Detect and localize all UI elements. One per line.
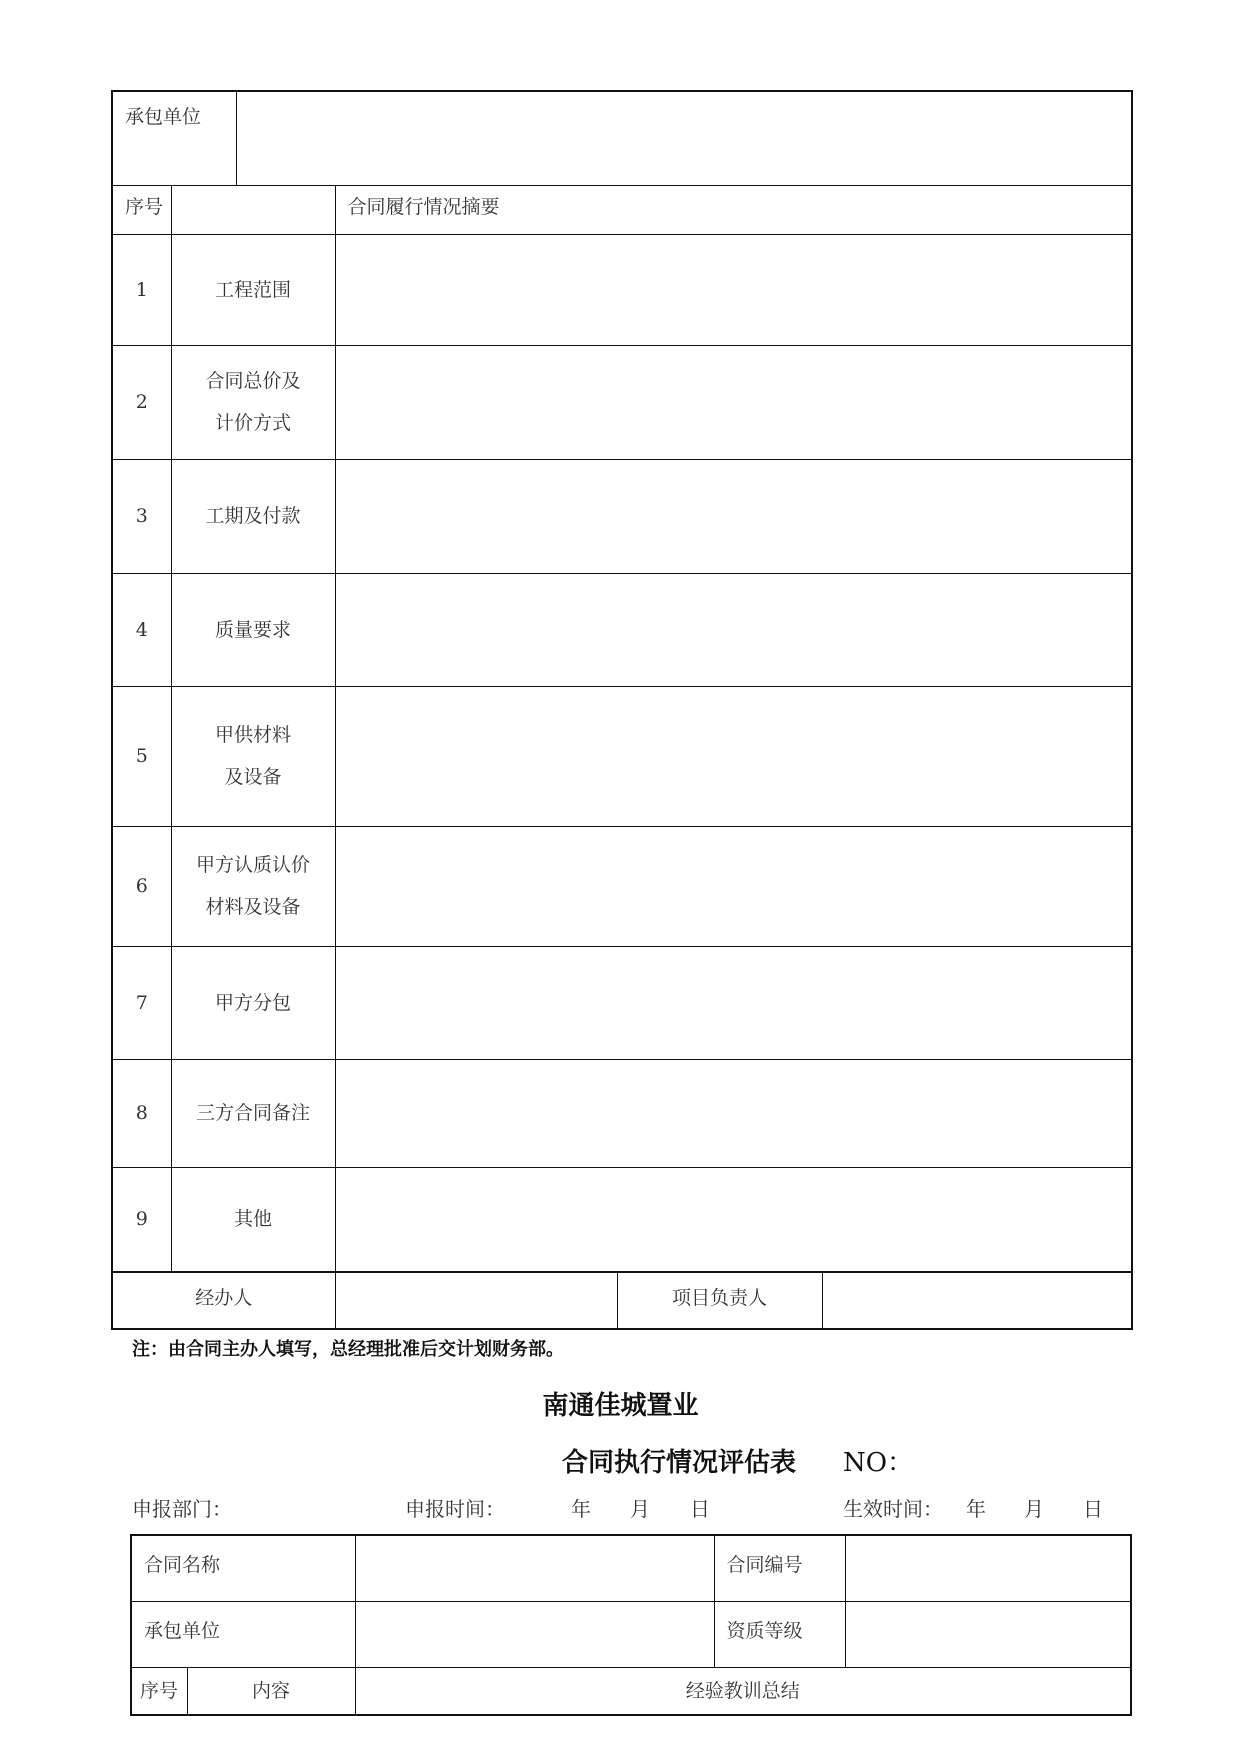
contractor-label: 承包单位 bbox=[112, 91, 236, 185]
seq-header: 序号 bbox=[112, 185, 171, 234]
row-number: 6 bbox=[112, 826, 171, 946]
row-item-label bbox=[171, 234, 335, 345]
row-summary-value[interactable] bbox=[335, 345, 1132, 459]
form-title: 合同执行情况评估表 bbox=[562, 1448, 797, 1478]
item-label-line: 三方合同备注 bbox=[196, 1102, 311, 1124]
qualification-label: 资质等级 bbox=[714, 1601, 845, 1667]
row-item-label bbox=[171, 686, 335, 826]
summary-rows bbox=[112, 234, 1132, 1272]
summary-row bbox=[112, 1167, 1132, 1272]
row-number: 9 bbox=[112, 1167, 171, 1272]
summary-row bbox=[112, 686, 1132, 826]
item-label-line: 工期及付款 bbox=[205, 505, 301, 527]
contractor-row bbox=[112, 91, 1132, 185]
item-label-line: 计价方式 bbox=[215, 412, 292, 434]
eval-lessons-header: 经验教训总结 bbox=[355, 1667, 1131, 1715]
contract-no-value[interactable] bbox=[845, 1535, 1131, 1601]
signoff-row bbox=[112, 1272, 1132, 1329]
row-item-label bbox=[171, 826, 335, 946]
effective-time-label: 生效时间： bbox=[843, 1497, 943, 1521]
row-summary-value[interactable] bbox=[335, 686, 1132, 826]
contract-name-value[interactable] bbox=[355, 1535, 714, 1601]
eval-content-header: 内容 bbox=[187, 1667, 355, 1715]
qualification-value[interactable] bbox=[845, 1601, 1131, 1667]
summary-row bbox=[112, 1059, 1132, 1167]
row-number: 1 bbox=[112, 234, 171, 345]
footnote: 注：由合同主办人填写，总经理批准后交计划财务部。 bbox=[132, 1339, 564, 1360]
effective-month: 月 bbox=[1024, 1497, 1044, 1521]
contract-no-label: 合同编号 bbox=[714, 1535, 845, 1601]
item-label-line: 甲方认质认价 bbox=[196, 854, 311, 876]
manager-value[interactable] bbox=[822, 1272, 1132, 1329]
handler-label: 经办人 bbox=[112, 1272, 335, 1329]
report-month: 月 bbox=[630, 1497, 650, 1521]
report-year: 年 bbox=[571, 1497, 591, 1521]
report-day: 日 bbox=[690, 1497, 710, 1521]
item-label-line: 甲供材料 bbox=[215, 724, 292, 746]
row-number: 3 bbox=[112, 459, 171, 573]
row-item-label bbox=[171, 1167, 335, 1272]
row-number: 2 bbox=[112, 345, 171, 459]
contractor-value[interactable] bbox=[236, 91, 1132, 185]
header-row bbox=[112, 185, 1132, 234]
evaluation-table bbox=[130, 1534, 1132, 1716]
summary-row bbox=[112, 234, 1132, 345]
item-label-line: 材料及设备 bbox=[205, 896, 301, 918]
row-item-label bbox=[171, 459, 335, 573]
row-item-label bbox=[171, 573, 335, 686]
row-item-label bbox=[171, 345, 335, 459]
contract-name-label: 合同名称 bbox=[131, 1535, 355, 1601]
contractor-label-2: 承包单位 bbox=[131, 1601, 355, 1667]
form-number-label: NO： bbox=[843, 1448, 914, 1478]
summary-row bbox=[112, 459, 1132, 573]
summary-row bbox=[112, 826, 1132, 946]
handler-value[interactable] bbox=[335, 1272, 617, 1329]
row-summary-value[interactable] bbox=[335, 234, 1132, 345]
contract-name-row bbox=[131, 1535, 1131, 1601]
eval-header-row bbox=[131, 1667, 1131, 1715]
manager-label: 项目负责人 bbox=[617, 1272, 822, 1329]
item-label-line: 合同总价及 bbox=[205, 370, 301, 392]
summary-row bbox=[112, 573, 1132, 686]
report-time-label: 申报时间： bbox=[405, 1497, 505, 1521]
eval-seq-header: 序号 bbox=[131, 1667, 187, 1715]
item-label-line: 工程范围 bbox=[215, 278, 292, 301]
row-item-label bbox=[171, 1059, 335, 1167]
item-label-line: 甲方分包 bbox=[215, 991, 292, 1014]
row-number: 7 bbox=[112, 946, 171, 1059]
dept-label: 申报部门： bbox=[132, 1497, 232, 1521]
row-number: 8 bbox=[112, 1059, 171, 1167]
contractor-qual-row bbox=[131, 1601, 1131, 1667]
row-summary-value[interactable] bbox=[335, 826, 1132, 946]
row-summary-value[interactable] bbox=[335, 1059, 1132, 1167]
row-number: 4 bbox=[112, 573, 171, 686]
row-item-label bbox=[171, 946, 335, 1059]
company-name: 南通佳城置业 bbox=[542, 1391, 699, 1421]
row-summary-value[interactable] bbox=[335, 1167, 1132, 1272]
row-summary-value[interactable] bbox=[335, 573, 1132, 686]
row-summary-value[interactable] bbox=[335, 946, 1132, 1059]
row-number: 5 bbox=[112, 686, 171, 826]
item-label-line: 及设备 bbox=[224, 766, 282, 788]
item-header bbox=[171, 185, 335, 234]
effective-day: 日 bbox=[1083, 1497, 1103, 1521]
item-label-line: 其他 bbox=[234, 1208, 273, 1231]
summary-header: 合同履行情况摘要 bbox=[335, 185, 1132, 234]
row-summary-value[interactable] bbox=[335, 459, 1132, 573]
effective-year: 年 bbox=[966, 1497, 986, 1521]
item-label-line: 质量要求 bbox=[215, 618, 292, 641]
summary-row bbox=[112, 946, 1132, 1059]
summary-row bbox=[112, 345, 1132, 459]
contract-summary-table bbox=[111, 90, 1133, 1330]
contractor-value-2[interactable] bbox=[355, 1601, 714, 1667]
